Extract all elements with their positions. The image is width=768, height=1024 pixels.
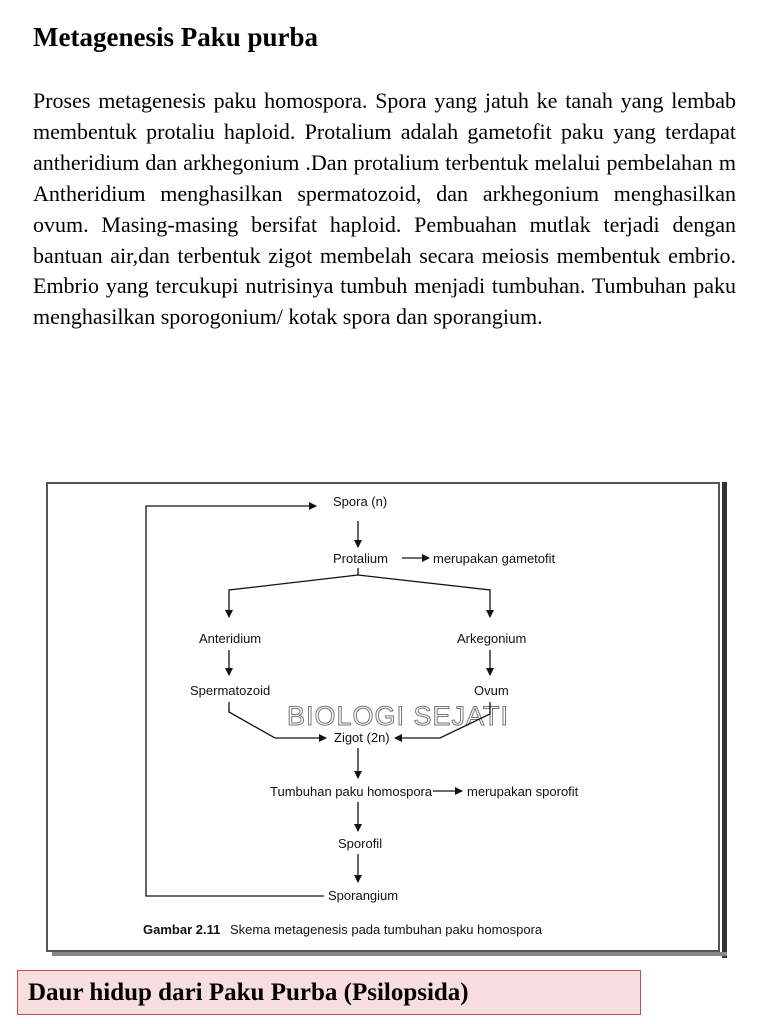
note-sporofit: merupakan sporofit [467,784,579,799]
note-gametofit: merupakan gametofit [433,551,556,566]
footer-heading: Daur hidup dari Paku Purba (Psilopsida) [28,979,469,1006]
footer-heading-box [17,970,641,1015]
page-title: Metagenesis Paku purba [33,22,319,52]
node-zigot: Zigot (2n) [334,730,390,745]
watermark-text: BIOLOGI SEJATI [287,701,510,731]
node-anteridium: Anteridium [199,631,262,646]
node-spora: Spora (n) [333,494,388,509]
node-sporangium: Sporangium [328,888,399,903]
node-arkegonium: Arkegonium [457,631,527,646]
arrow-to-arkegonium [358,575,490,617]
node-ovum: Ovum [474,683,509,698]
node-sporofil: Sporofil [338,836,383,851]
caption-text: Skema metagenesis pada tumbuhan paku homospora [229,922,543,937]
caption-label: Gambar 2.11 [143,922,221,937]
arrow-to-anteridium [229,575,358,617]
node-tumbuhan-paku: Tumbuhan paku homospora [270,784,433,799]
body-paragraph: Proses metagenesis paku homospora. Spora yang jatuh ke tanah yang lembab membentuk protaliu haploid. Protalium adalah gametofit paku yang terdapat antheridium dan arkhegonium .Dan protalium terbentuk melalui pembelahan m Antheridium menghasilkan spermatozoid, dan arkhegonium menghasilkan ovum. Masing-masing bersifat haploid. Pembuahan mutlak terjadi dengan bantuan air,dan terbentuk zigot membelah secara meiosis membentuk embrio. Embrio yang tercukupi nutrisinya tumbuh menjadi tumbuhan. Tumbuhan paku menghasilkan sporogonium/ kotak spora dan sporangium. [33,88,736,330]
node-protalium: Protalium [333,551,388,566]
node-spermatozoid: Spermatozoid [190,683,271,698]
figure-caption [143,922,543,937]
